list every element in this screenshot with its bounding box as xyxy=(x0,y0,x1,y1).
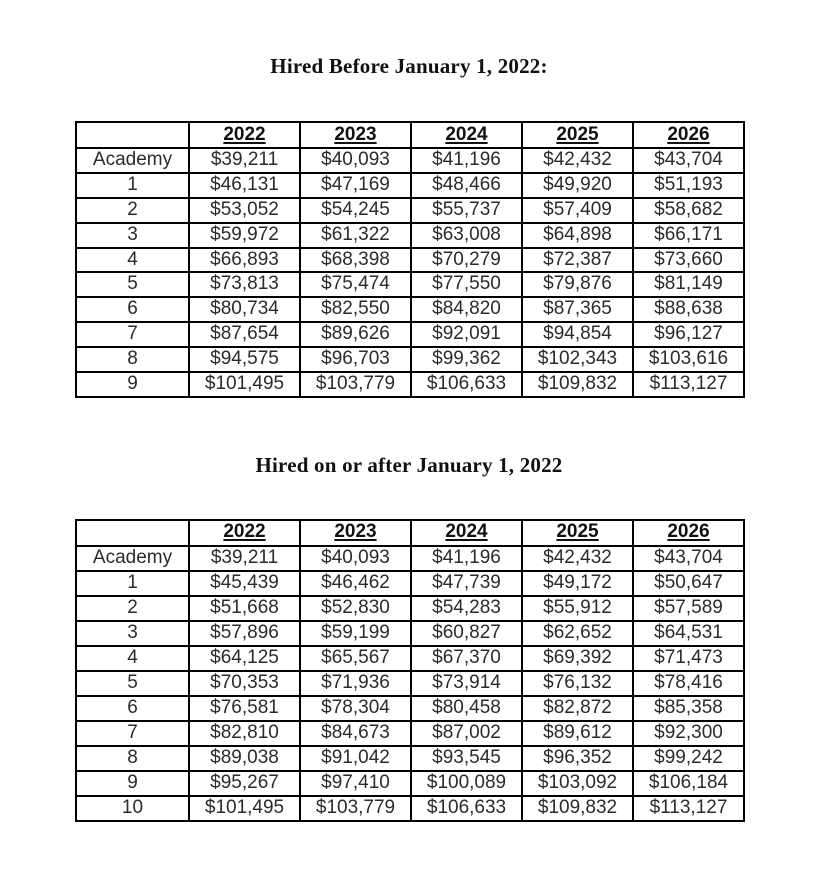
step-label-cell: 2 xyxy=(76,596,189,621)
salary-cell: $64,898 xyxy=(522,223,633,248)
salary-cell: $80,458 xyxy=(411,696,522,721)
table-row xyxy=(76,546,744,571)
salary-cell: $42,432 xyxy=(522,148,633,173)
salary-cell: $106,633 xyxy=(411,372,522,397)
step-label-cell: 6 xyxy=(76,297,189,322)
salary-cell: $88,638 xyxy=(633,297,744,322)
salary-cell: $42,432 xyxy=(522,546,633,571)
step-label-cell: 8 xyxy=(76,347,189,372)
table-header xyxy=(76,520,744,546)
salary-cell: $51,668 xyxy=(189,596,300,621)
step-label-cell: 3 xyxy=(76,621,189,646)
salary-cell: $87,365 xyxy=(522,297,633,322)
year-header xyxy=(633,122,744,148)
year-header-label: 2022 xyxy=(223,521,266,543)
table-row xyxy=(76,596,744,621)
step-label-cell: 2 xyxy=(76,198,189,223)
salary-cell: $94,854 xyxy=(522,322,633,347)
salary-cell: $46,131 xyxy=(189,173,300,198)
year-header xyxy=(633,520,744,546)
year-header-label: 2025 xyxy=(556,521,599,543)
salary-cell: $59,199 xyxy=(300,621,411,646)
salary-cell: $45,439 xyxy=(189,571,300,596)
salary-cell: $99,362 xyxy=(411,347,522,372)
year-header-label: 2022 xyxy=(223,123,266,145)
salary-cell: $89,038 xyxy=(189,746,300,771)
salary-cell: $103,092 xyxy=(522,771,633,796)
salary-cell: $47,739 xyxy=(411,571,522,596)
year-header-label: 2023 xyxy=(334,521,377,543)
step-label-cell: 8 xyxy=(76,746,189,771)
salary-cell: $109,832 xyxy=(522,796,633,821)
salary-cell: $71,936 xyxy=(300,671,411,696)
table-row xyxy=(76,347,744,372)
table-row xyxy=(76,148,744,173)
salary-cell: $73,914 xyxy=(411,671,522,696)
salary-cell: $70,279 xyxy=(411,248,522,273)
salary-cell: $78,304 xyxy=(300,696,411,721)
table-row xyxy=(76,671,744,696)
salary-cell: $103,616 xyxy=(633,347,744,372)
salary-cell: $50,647 xyxy=(633,571,744,596)
year-header-label: 2025 xyxy=(556,123,599,145)
table-body xyxy=(76,148,744,397)
year-header-label: 2024 xyxy=(445,123,488,145)
salary-cell: $57,896 xyxy=(189,621,300,646)
salary-cell: $68,398 xyxy=(300,248,411,273)
salary-cell: $55,912 xyxy=(522,596,633,621)
table-row xyxy=(76,223,744,248)
salary-cell: $67,370 xyxy=(411,646,522,671)
salary-cell: $85,358 xyxy=(633,696,744,721)
salary-cell: $78,416 xyxy=(633,671,744,696)
table-row xyxy=(76,322,744,347)
step-label-cell: 1 xyxy=(76,571,189,596)
salary-cell: $55,737 xyxy=(411,198,522,223)
salary-cell: $84,673 xyxy=(300,721,411,746)
salary-cell: $71,473 xyxy=(633,646,744,671)
year-header-label: 2026 xyxy=(667,123,710,145)
salary-cell: $66,171 xyxy=(633,223,744,248)
salary-cell: $94,575 xyxy=(189,347,300,372)
step-label-cell: 4 xyxy=(76,646,189,671)
year-header xyxy=(300,520,411,546)
table-body xyxy=(76,546,744,821)
salary-cell: $89,612 xyxy=(522,721,633,746)
salary-cell: $47,169 xyxy=(300,173,411,198)
salary-cell: $40,093 xyxy=(300,148,411,173)
salary-cell: $58,682 xyxy=(633,198,744,223)
table-title-hired-after: Hired on or after January 1, 2022 xyxy=(255,452,563,477)
salary-cell: $64,531 xyxy=(633,621,744,646)
salary-cell: $40,093 xyxy=(300,546,411,571)
salary-cell: $82,810 xyxy=(189,721,300,746)
table-row xyxy=(76,272,744,297)
table-row xyxy=(76,198,744,223)
salary-cell: $61,322 xyxy=(300,223,411,248)
salary-cell: $101,495 xyxy=(189,796,300,821)
step-label-cell: 10 xyxy=(76,796,189,821)
salary-cell: $103,779 xyxy=(300,796,411,821)
step-label-cell: 5 xyxy=(76,272,189,297)
year-header xyxy=(300,122,411,148)
salary-cell: $73,813 xyxy=(189,272,300,297)
salary-cell: $57,589 xyxy=(633,596,744,621)
salary-cell: $80,734 xyxy=(189,297,300,322)
salary-cell: $95,267 xyxy=(189,771,300,796)
table-row xyxy=(76,721,744,746)
salary-cell: $57,409 xyxy=(522,198,633,223)
step-label-cell: Academy xyxy=(76,546,189,571)
salary-cell: $66,893 xyxy=(189,248,300,273)
salary-cell: $89,626 xyxy=(300,322,411,347)
year-header xyxy=(411,122,522,148)
salary-cell: $46,462 xyxy=(300,571,411,596)
year-header xyxy=(522,122,633,148)
step-label-cell: 6 xyxy=(76,696,189,721)
table-row xyxy=(76,372,744,397)
step-label-cell: 9 xyxy=(76,771,189,796)
year-header xyxy=(189,122,300,148)
salary-cell: $102,343 xyxy=(522,347,633,372)
salary-cell: $41,196 xyxy=(411,148,522,173)
salary-cell: $101,495 xyxy=(189,372,300,397)
year-header-label: 2026 xyxy=(667,521,710,543)
salary-cell: $99,242 xyxy=(633,746,744,771)
table-row xyxy=(76,297,744,322)
salary-cell: $54,283 xyxy=(411,596,522,621)
salary-cell: $81,149 xyxy=(633,272,744,297)
salary-cell: $106,633 xyxy=(411,796,522,821)
salary-cell: $103,779 xyxy=(300,372,411,397)
step-label-cell: 9 xyxy=(76,372,189,397)
salary-table-hired-before-2022 xyxy=(75,121,745,398)
corner-cell xyxy=(76,520,189,546)
salary-cell: $109,832 xyxy=(522,372,633,397)
step-label-cell: 3 xyxy=(76,223,189,248)
salary-cell: $76,132 xyxy=(522,671,633,696)
salary-cell: $87,654 xyxy=(189,322,300,347)
salary-cell: $48,466 xyxy=(411,173,522,198)
table-row xyxy=(76,248,744,273)
step-label-cell: Academy xyxy=(76,148,189,173)
header-row xyxy=(76,122,744,148)
salary-cell: $64,125 xyxy=(189,646,300,671)
salary-cell: $113,127 xyxy=(633,796,744,821)
salary-cell: $62,652 xyxy=(522,621,633,646)
salary-cell: $92,091 xyxy=(411,322,522,347)
table-row xyxy=(76,621,744,646)
salary-cell: $100,089 xyxy=(411,771,522,796)
salary-cell: $75,474 xyxy=(300,272,411,297)
salary-cell: $53,052 xyxy=(189,198,300,223)
salary-cell: $65,567 xyxy=(300,646,411,671)
salary-cell: $39,211 xyxy=(189,148,300,173)
salary-cell: $39,211 xyxy=(189,546,300,571)
salary-cell: $72,387 xyxy=(522,248,633,273)
table-title-hired-before: Hired Before January 1, 2022: xyxy=(270,54,548,78)
salary-cell: $93,545 xyxy=(411,746,522,771)
salary-cell: $96,127 xyxy=(633,322,744,347)
salary-cell: $41,196 xyxy=(411,546,522,571)
corner-cell xyxy=(76,122,189,148)
table-row xyxy=(76,696,744,721)
salary-cell: $97,410 xyxy=(300,771,411,796)
salary-cell: $87,002 xyxy=(411,721,522,746)
table-row xyxy=(76,746,744,771)
year-header xyxy=(189,520,300,546)
salary-cell: $76,581 xyxy=(189,696,300,721)
salary-cell: $82,872 xyxy=(522,696,633,721)
salary-cell: $60,827 xyxy=(411,621,522,646)
salary-cell: $59,972 xyxy=(189,223,300,248)
salary-cell: $43,704 xyxy=(633,546,744,571)
salary-cell: $77,550 xyxy=(411,272,522,297)
salary-cell: $49,920 xyxy=(522,173,633,198)
table-row xyxy=(76,771,744,796)
table-header xyxy=(76,122,744,148)
salary-cell: $82,550 xyxy=(300,297,411,322)
salary-cell: $84,820 xyxy=(411,297,522,322)
salary-cell: $52,830 xyxy=(300,596,411,621)
salary-cell: $96,703 xyxy=(300,347,411,372)
table-row xyxy=(76,646,744,671)
step-label-cell: 5 xyxy=(76,671,189,696)
year-header-label: 2024 xyxy=(445,521,488,543)
salary-cell: $106,184 xyxy=(633,771,744,796)
step-label-cell: 7 xyxy=(76,721,189,746)
header-row xyxy=(76,520,744,546)
step-label-cell: 4 xyxy=(76,248,189,273)
salary-cell: $54,245 xyxy=(300,198,411,223)
table-row xyxy=(76,571,744,596)
year-header xyxy=(522,520,633,546)
salary-cell: $43,704 xyxy=(633,148,744,173)
salary-cell: $69,392 xyxy=(522,646,633,671)
salary-cell: $79,876 xyxy=(522,272,633,297)
salary-cell: $70,353 xyxy=(189,671,300,696)
salary-cell: $113,127 xyxy=(633,372,744,397)
salary-cell: $63,008 xyxy=(411,223,522,248)
salary-cell: $51,193 xyxy=(633,173,744,198)
table-row xyxy=(76,796,744,821)
salary-cell: $96,352 xyxy=(522,746,633,771)
salary-table-hired-on-or-after-2022 xyxy=(75,519,745,822)
salary-cell: $92,300 xyxy=(633,721,744,746)
year-header-label: 2023 xyxy=(334,123,377,145)
step-label-cell: 7 xyxy=(76,322,189,347)
step-label-cell: 1 xyxy=(76,173,189,198)
salary-cell: $49,172 xyxy=(522,571,633,596)
year-header xyxy=(411,520,522,546)
table-row xyxy=(76,173,744,198)
salary-cell: $91,042 xyxy=(300,746,411,771)
salary-cell: $73,660 xyxy=(633,248,744,273)
